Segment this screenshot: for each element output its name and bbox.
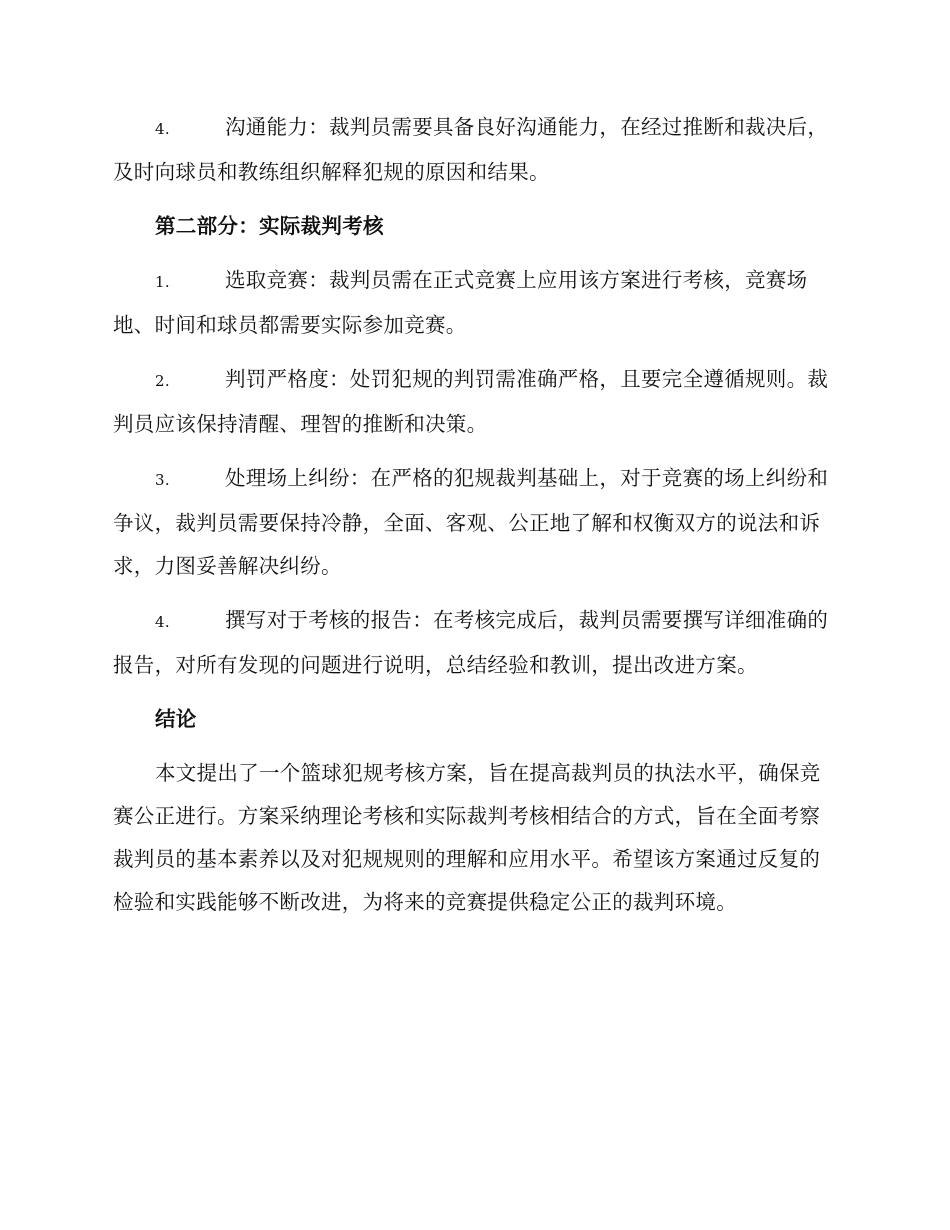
list-item-number: 4. bbox=[155, 120, 170, 138]
list-item-number: 1. bbox=[155, 273, 170, 291]
list-item-text: 选取竞赛：裁判员需在正式竞赛上应用该方案进行考核，竞赛场地、时间和球员都需要实际参加竞赛。 bbox=[113, 268, 808, 337]
list-item bbox=[113, 106, 839, 194]
list-item-number: 4. bbox=[155, 613, 170, 631]
list-item-text: 撰写对于考核的报告：在考核完成后，裁判员需要撰写详细准确的报告，对所有发现的问题进行说明，总结经验和教训，提出改进方案。 bbox=[113, 608, 829, 677]
section-heading: 第二部分：实际裁判考核 bbox=[155, 214, 384, 238]
list-item-number: 2. bbox=[155, 372, 170, 390]
list-item-text: 处理场上纠纷：在严格的犯规裁判基础上，对于竞赛的场上纠纷和争议，裁判员需要保持冷静，全面、客观、公正地了解和权衡双方的说法和诉求，力图妥善解决纠纷。 bbox=[113, 466, 829, 578]
list-item bbox=[113, 457, 839, 588]
list-item bbox=[113, 599, 839, 687]
conclusion-paragraph: 本文提出了一个篮球犯规考核方案，旨在提高裁判员的执法水平，确保竞赛公正进行。方案采纳理论考核和实际裁判考核相结合的方式，旨在全面考察裁判员的基本素养以及对犯规规则的理解和应用水平。希望该方案通过反复的检验和实践能够不断改进，为将来的竞赛提供稳定公正的裁判环境。 bbox=[113, 761, 821, 914]
list-item-text: 沟通能力：裁判员需要具备良好沟通能力，在经过推断和裁决后，及时向球员和教练组织解释犯规的原因和结果。 bbox=[113, 115, 829, 184]
list-item bbox=[113, 358, 839, 446]
list-item bbox=[113, 259, 839, 347]
conclusion-heading: 结论 bbox=[155, 707, 197, 731]
list-item-text: 判罚严格度：处罚犯规的判罚需准确严格，且要完全遵循规则。裁判员应该保持清醒、理智的推断和决策。 bbox=[113, 367, 829, 436]
document-body bbox=[113, 106, 839, 924]
list-item-number: 3. bbox=[155, 471, 170, 489]
